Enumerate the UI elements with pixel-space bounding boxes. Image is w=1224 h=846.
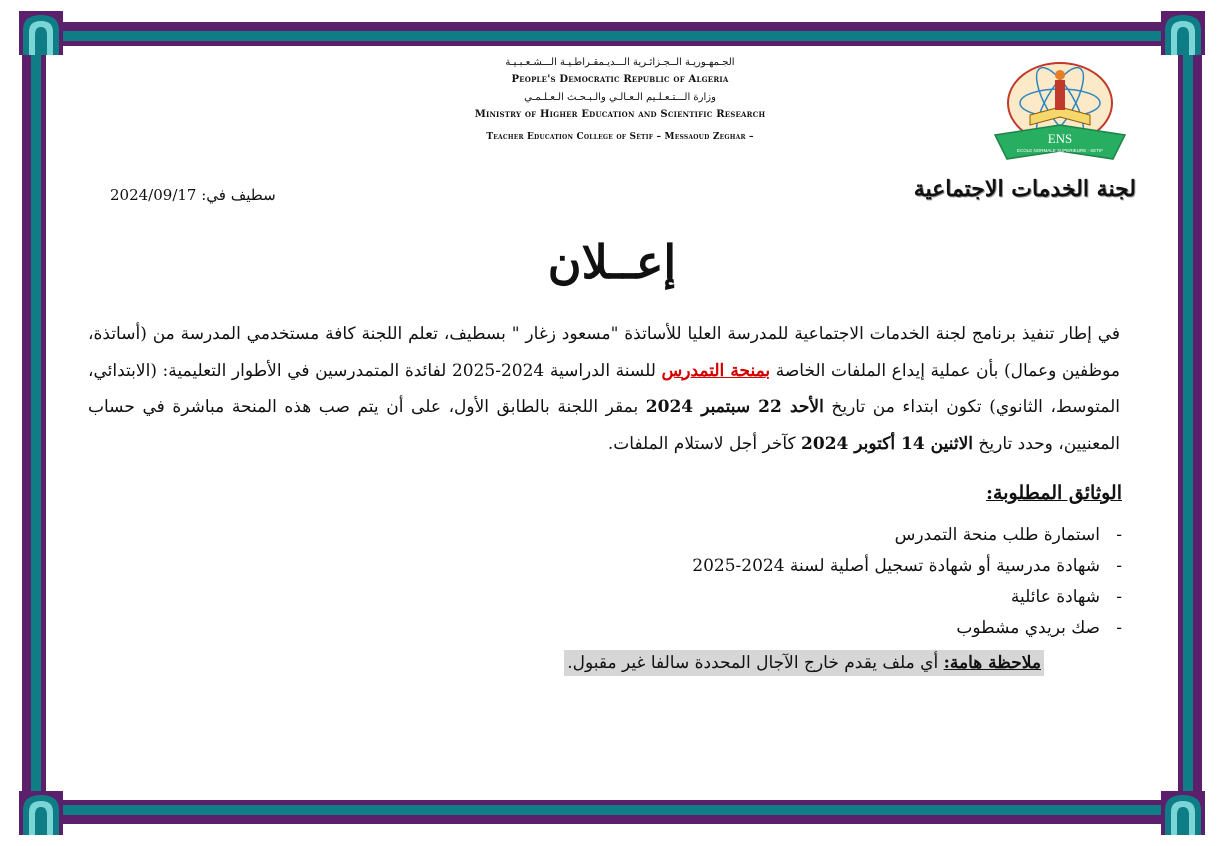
paragraph-text: كآخر أجل لاستلام الملفات. bbox=[607, 433, 802, 454]
note-label: ملاحظة هامة: bbox=[943, 653, 1041, 673]
document-item-label: شهادة عائلية bbox=[1010, 587, 1100, 607]
frame-right-band bbox=[1178, 22, 1183, 824]
header-republic-en: People's Democratic Republic of Algeria bbox=[511, 74, 729, 85]
frame-left-band bbox=[31, 22, 41, 824]
issue-date: سطيف في: 2024/09/17 bbox=[110, 186, 276, 204]
list-item bbox=[692, 582, 1122, 613]
logo-subtitle: ECOLE NORMALE SUPERIEURE - SETIF bbox=[1016, 148, 1104, 153]
frame-right-band bbox=[1193, 22, 1202, 824]
paragraph-text: في إطار تنفيذ برنامج لجنة الخدمات الاجتماعية للمدرسة العليا للأساتذة "مسعود زغار " بسطيف، تعلم اللجنة كافة مستخدمي المدرسة من (أساتذة، موظفين وعمال) بأن عملية إيداع الملفات الخاصة bbox=[88, 324, 1120, 381]
frame-corner-ornament-icon bbox=[18, 790, 64, 836]
frame-top-band bbox=[22, 41, 1202, 46]
frame-bottom-band bbox=[22, 800, 1202, 805]
logo-acronym: ENS bbox=[1047, 131, 1073, 146]
header-republic-ar: الجـمهـوريـة الــجـزائـرية الـــديـمقـراطـيـة الـــشـعـبـيـة bbox=[505, 57, 735, 68]
frame-right-band bbox=[1183, 22, 1193, 824]
note-text: أي ملف يقدم خارج الآجال المحددة سالفا غير مقبول. bbox=[567, 653, 944, 673]
paragraph-end-date: الاثنين 14 أكتوبر 2024 bbox=[801, 433, 973, 454]
paragraph-highlight: بمنحة التمدرس bbox=[661, 360, 771, 381]
header-ministry-en: Ministry of Higher Education and Scientific Research bbox=[474, 109, 766, 120]
frame-bottom-band bbox=[22, 815, 1202, 824]
document-item-label: صك بريدي مشطوب bbox=[956, 618, 1100, 638]
header-ministry-ar: وزارة الـــتـعـلـيم الـعـالـي والـبـحـث الـعـلـمـي bbox=[524, 92, 716, 103]
announcement-paragraph bbox=[88, 316, 1120, 462]
committee-name: لجنة الخدمات الاجتماعية bbox=[913, 176, 1136, 202]
frame-left-band bbox=[22, 22, 31, 824]
frame-top-band bbox=[22, 22, 1202, 31]
list-item bbox=[692, 551, 1122, 582]
bullet-dash: - bbox=[1116, 525, 1122, 545]
list-item bbox=[692, 520, 1122, 551]
frame-corner-ornament-icon bbox=[18, 10, 64, 56]
frame-left-band bbox=[41, 22, 46, 824]
document-item-label: شهادة مدرسية أو شهادة تسجيل أصلية لسنة 2024-2025 bbox=[692, 556, 1100, 576]
frame-bottom-band bbox=[22, 805, 1202, 815]
page-title: إعــلان bbox=[547, 235, 677, 289]
frame-corner-ornament-icon bbox=[1160, 790, 1206, 836]
paragraph-text: للسنة الدراسية 2024-2025 لفائدة المتمدرسين في الأطوار التعليمية: (الابتدائي، المتوسط، الثانوي) تكون ابتداء من تاريخ bbox=[88, 360, 1120, 417]
header-college-en: Teacher Education College of Sétif – Messaoud Zeghar – bbox=[486, 132, 754, 142]
bullet-dash: - bbox=[1116, 618, 1122, 638]
important-note bbox=[564, 650, 1044, 676]
paragraph-start-date: الأحد 22 سبتمبر 2024 bbox=[645, 397, 824, 417]
list-item bbox=[692, 613, 1122, 644]
frame-corner-ornament-icon bbox=[1160, 10, 1206, 56]
frame-top-band bbox=[22, 31, 1202, 41]
documents-list bbox=[692, 520, 1122, 644]
paragraph-text: بمقر اللجنة بالطابق الأول، على أن يتم صب هذه المنحة مباشرة في حساب المعنيين، وحدد تاريخ bbox=[88, 397, 1120, 454]
school-logo bbox=[985, 55, 1135, 167]
document-item-label: استمارة طلب منحة التمدرس bbox=[894, 525, 1100, 545]
documents-title: الوثائق المطلوبة: bbox=[986, 482, 1122, 504]
bullet-dash: - bbox=[1116, 587, 1122, 607]
bullet-dash: - bbox=[1116, 556, 1122, 576]
